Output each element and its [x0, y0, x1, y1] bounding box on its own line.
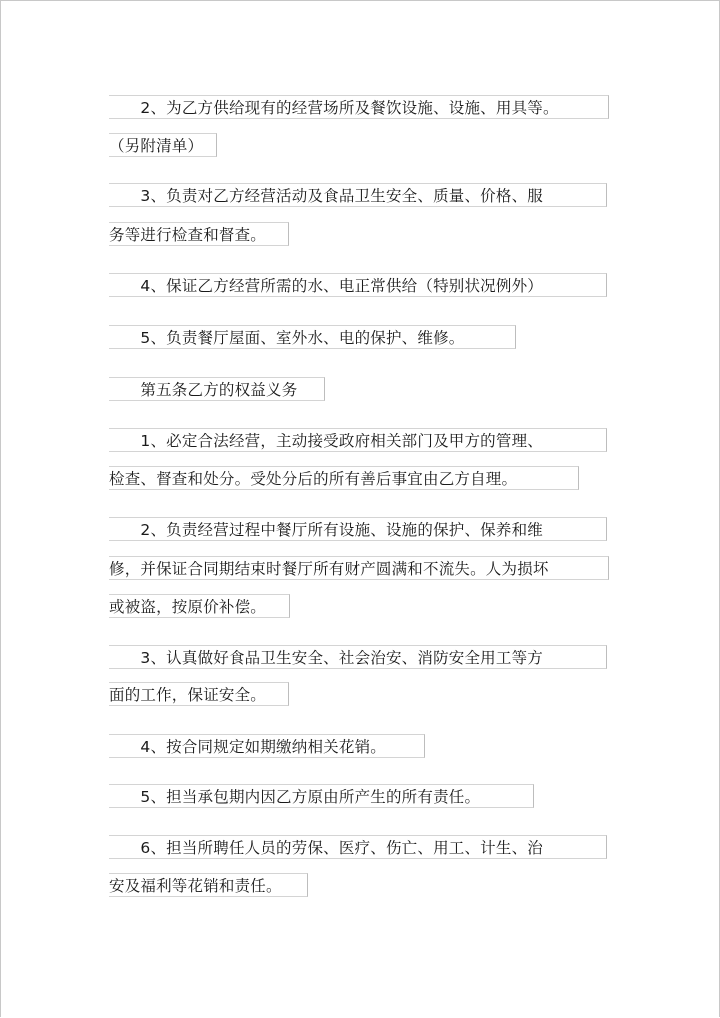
text-line: [109, 835, 607, 859]
line-text: 5、担当承包期内因乙方原由所产生的所有责任。: [109, 788, 481, 806]
line-text: 2、负责经营过程中餐厅所有设施、设施的保护、保养和维: [109, 521, 543, 539]
line-text: （另附清单）: [109, 137, 204, 155]
line-text: 4、保证乙方经营所需的水、电正常供给（特别状况例外）: [109, 277, 543, 295]
text-line: [109, 273, 607, 297]
text-line: [109, 645, 607, 669]
line-text: 第五条乙方的权益义务: [109, 381, 298, 399]
line-text: 修，并保证合同期结束时餐厅所有财产圆满和不流失。人为损坏: [109, 560, 549, 578]
line-text: 或被盗，按原价补偿。: [109, 598, 267, 616]
text-line: [109, 428, 607, 452]
text-line: [109, 517, 607, 541]
text-line: [109, 325, 516, 349]
line-text: 3、负责对乙方经营活动及食品卫生安全、质量、价格、服: [109, 187, 543, 205]
section-heading: [109, 377, 325, 401]
text-line: [109, 133, 217, 157]
line-text: 务等进行检查和督查。: [109, 226, 267, 244]
text-line: [109, 734, 425, 758]
text-line: [109, 95, 609, 119]
text-line: [109, 556, 609, 580]
line-text: 2、为乙方供给现有的经营场所及餐饮设施、设施、用具等。: [109, 99, 559, 117]
text-line: [109, 873, 308, 897]
line-text: 6、担当所聘任人员的劳保、医疗、伤亡、用工、计生、治: [109, 839, 543, 857]
line-text: 4、按合同规定如期缴纳相关花销。: [109, 738, 386, 756]
line-text: 3、认真做好食品卫生安全、社会治安、消防安全用工等方: [109, 649, 543, 667]
text-line: [109, 594, 290, 618]
line-text: 检查、督查和处分。受处分后的所有善后事宜由乙方自理。: [109, 470, 518, 488]
text-line: [109, 183, 607, 207]
line-text: 5、负责餐厅屋面、室外水、电的保护、维修。: [109, 329, 465, 347]
line-text: 面的工作，保证安全。: [109, 686, 267, 704]
text-line: [109, 784, 534, 808]
line-text: 1、必定合法经营，主动接受政府相关部门及甲方的管理、: [109, 432, 543, 450]
line-text: 安及福利等花销和责任。: [109, 877, 282, 895]
text-line: [109, 466, 579, 490]
text-line: [109, 222, 289, 246]
text-line: [109, 682, 289, 706]
